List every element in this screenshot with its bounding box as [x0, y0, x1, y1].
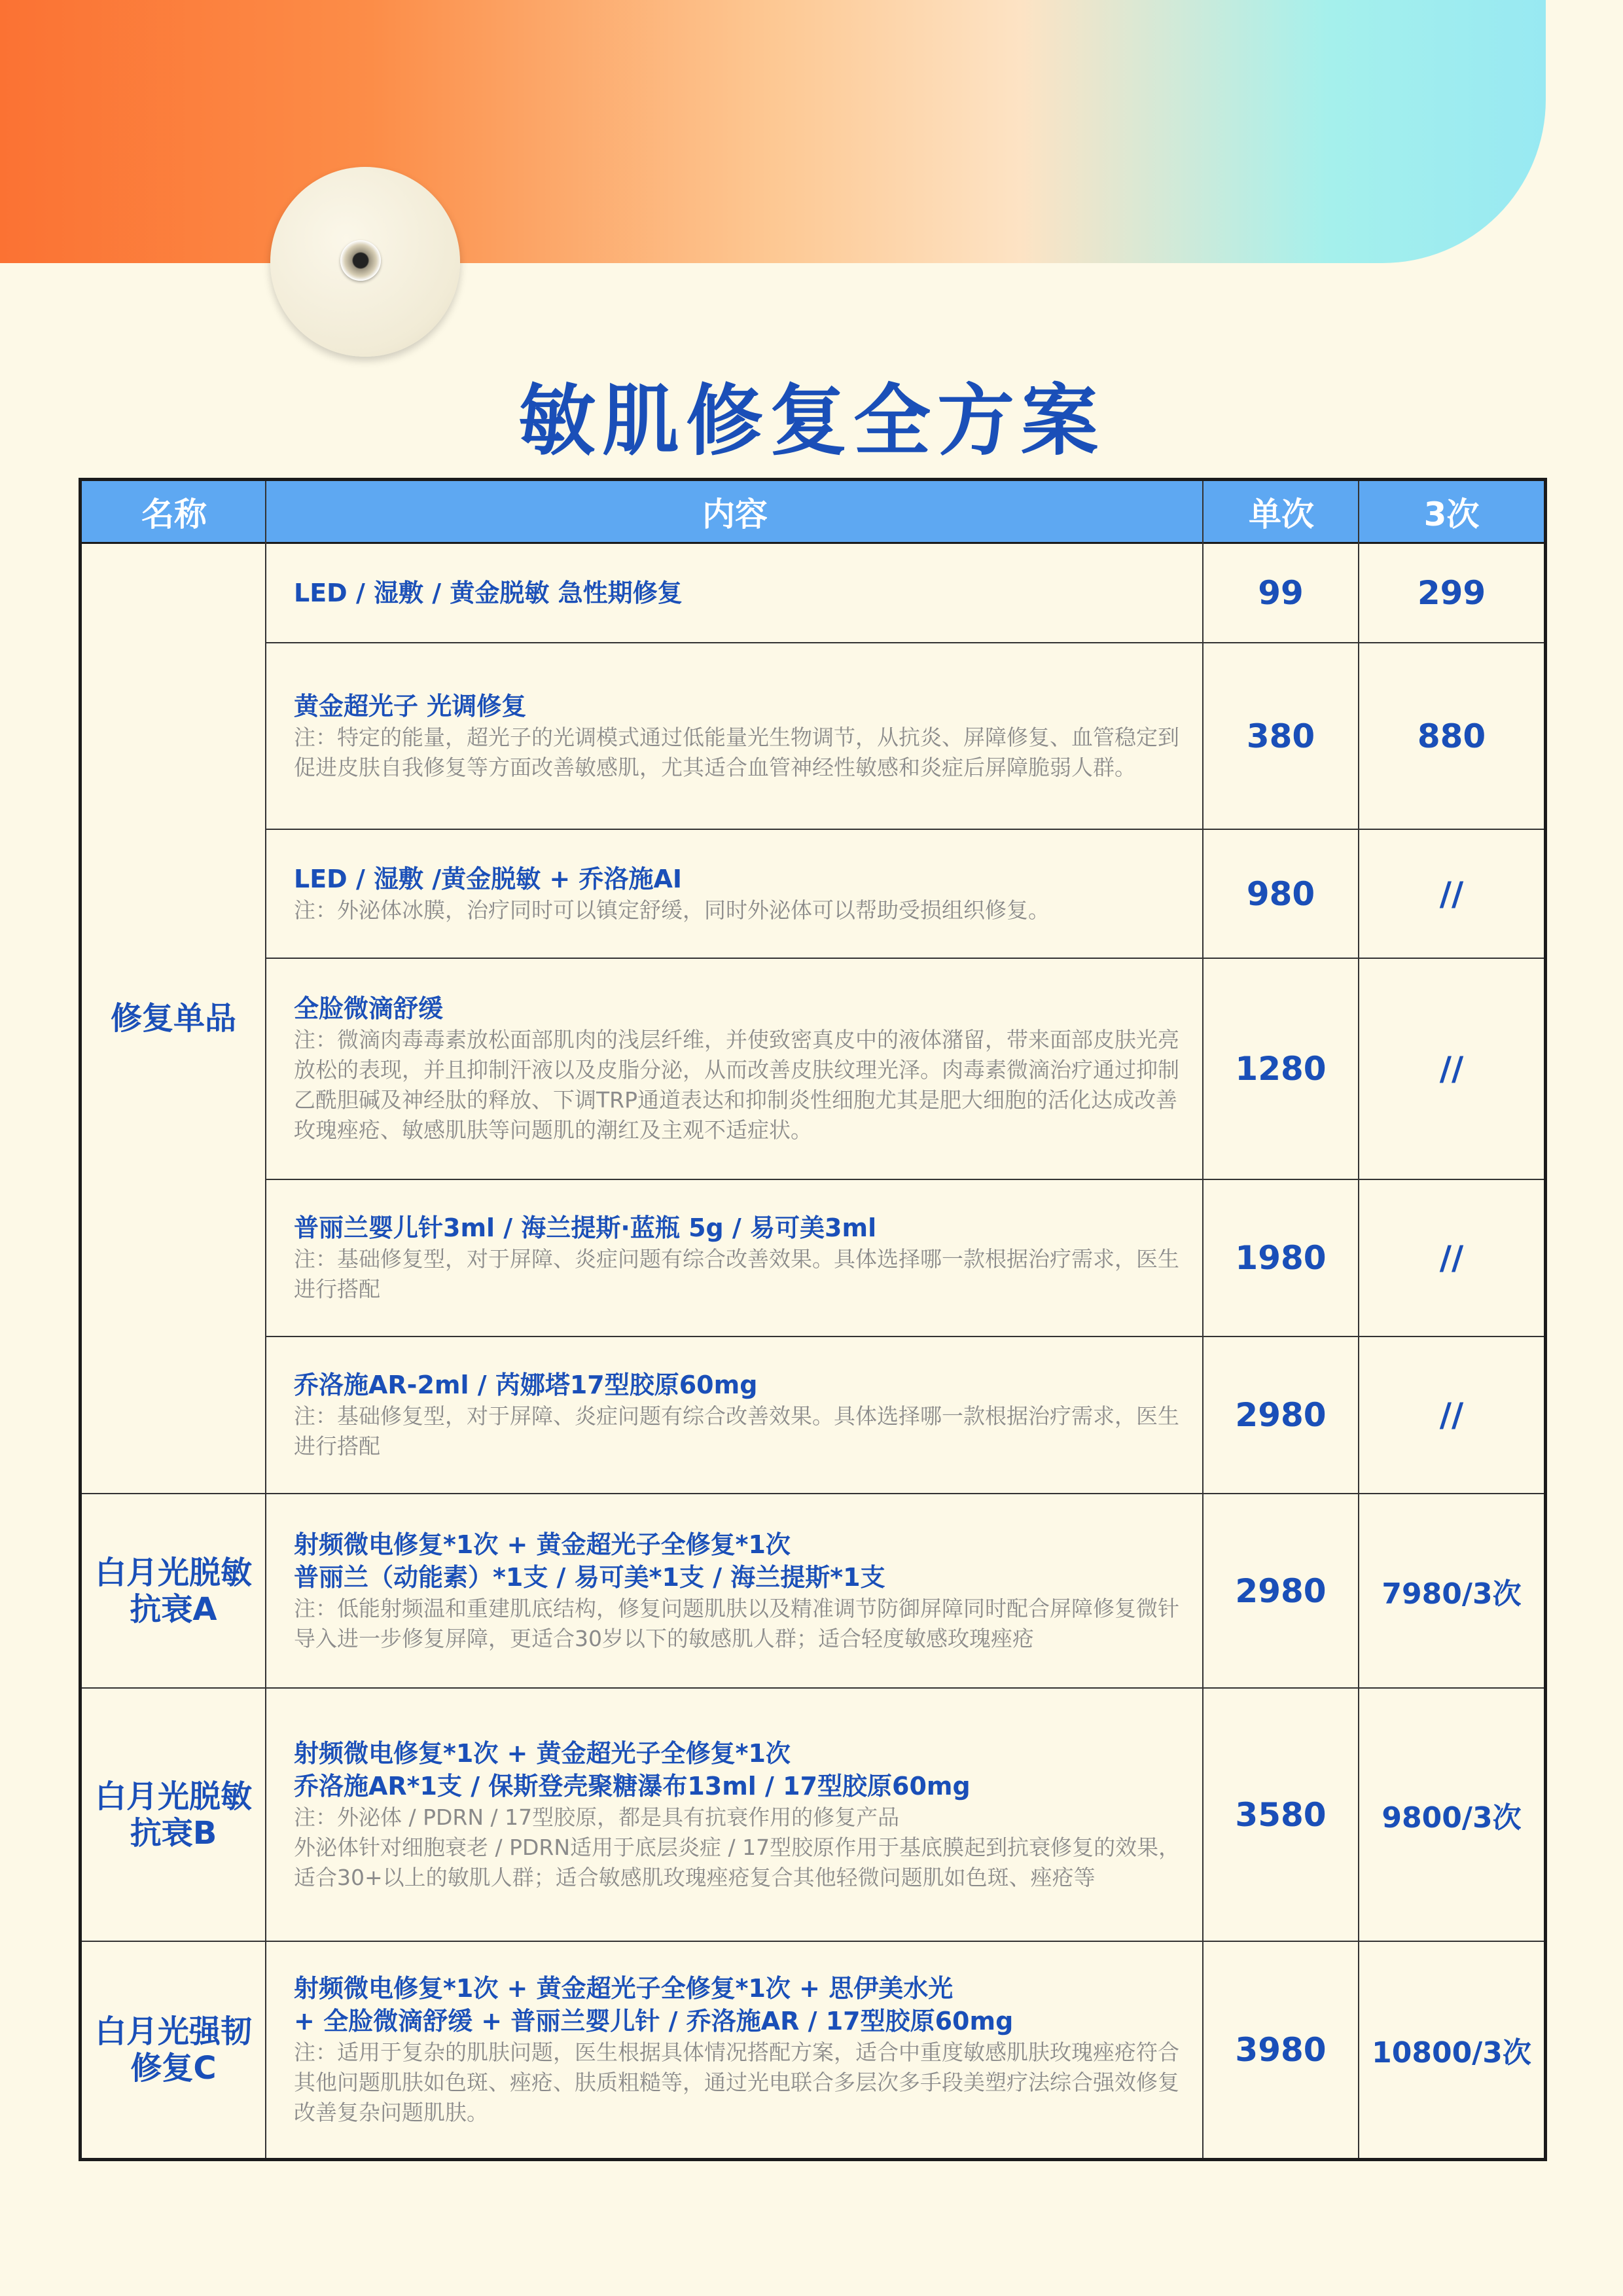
- table-row: [266, 1337, 1202, 1493]
- table-row: [266, 643, 1202, 829]
- table-row: [266, 1689, 1202, 1941]
- table-row: [266, 1942, 1202, 2158]
- item-title: LED / 湿敷 /黄金脱敏 + 乔洛施AI: [294, 864, 683, 893]
- header-single: 单次: [1204, 481, 1359, 544]
- price-triple: //: [1439, 1050, 1464, 1088]
- group-name-cell: 修复单品: [110, 1000, 236, 1037]
- item-title: 射频微电修复*1次 + 黄金超光子全修复*1次 普丽兰（动能素）*1支 / 易可美*1支 / 海兰提斯*1支: [294, 1530, 885, 1592]
- item-title: 射频微电修复*1次 + 黄金超光子全修复*1次 乔洛施AR*1支 / 保斯登壳聚糖瀑布13ml / 17型胶原60mg: [294, 1738, 971, 1801]
- group-name-cell: 白月光脱敏 抗衰A: [94, 1554, 252, 1628]
- page-title: 敏肌修复全方案: [518, 376, 1105, 466]
- item-note: 注：适用于复杂的肌肤问题，医生根据具体情况搭配方案，适合中重度敏感肌肤玫瑰痤疮符合其他问题肌肤如色斑、痤疮、肤质粗糙等，通过光电联合多层次多手段美塑疗法综合强效修复改善复杂问题肌肤。: [294, 2039, 1179, 2125]
- table-row: [266, 1180, 1202, 1336]
- item-note: 注：基础修复型，对于屏障、炎症问题有综合改善效果。具体选择哪一款根据治疗需求，医生进行搭配: [294, 1403, 1179, 1459]
- price-single: 2980: [1235, 1571, 1327, 1610]
- header-content: 内容: [266, 481, 1204, 544]
- price-triple: 7980/3次: [1382, 1577, 1522, 1611]
- item-title: LED / 湿敷 / 黄金脱敏 急性期修复: [294, 579, 683, 607]
- top-gradient-banner: [0, 0, 1546, 263]
- item-title: 乔洛施AR-2ml / 芮娜塔17型胶原60mg: [294, 1371, 758, 1399]
- price-triple: 9800/3次: [1382, 1801, 1522, 1835]
- price-single: 3980: [1235, 2031, 1327, 2069]
- price-single: 1980: [1235, 1239, 1327, 1277]
- price-triple: 880: [1417, 717, 1486, 755]
- item-title: 普丽兰婴儿针3ml / 海兰提斯·蓝瓶 5g / 易可美3ml: [294, 1213, 877, 1242]
- table-row: [266, 959, 1202, 1179]
- price-single: 380: [1246, 717, 1315, 755]
- item-note: 注：外泌体 / PDRN / 17型胶原，都是具有抗衰作用的修复产品 外泌体针对细胞衰老 / PDRN适用于底层炎症 / 17型胶原作用于基底膜起到抗衰修复的效果，适合30+以上的敏肌人群；适合敏感肌玫瑰痤疮复合其他轻微问题肌如色斑、痤疮等: [294, 1804, 1181, 1890]
- price-triple: //: [1439, 874, 1464, 913]
- header-triple: 3次: [1359, 481, 1544, 544]
- table-row: [266, 544, 1202, 642]
- group-name-cell: 白月光强韧 修复C: [94, 2013, 252, 2087]
- price-triple: //: [1439, 1396, 1464, 1434]
- item-title: 射频微电修复*1次 + 黄金超光子全修复*1次 + 思伊美水光 + 全脸微滴舒缓 + 普丽兰婴儿针 / 乔洛施AR / 17型胶原60mg: [294, 1974, 1014, 2036]
- item-note: 注：外泌体冰膜，治疗同时可以镇定舒缓，同时外泌体可以帮助受损组织修复。: [294, 897, 1050, 923]
- binder-hole-icon: [340, 240, 381, 281]
- item-note: 注：基础修复型，对于屏障、炎症问题有综合改善效果。具体选择哪一款根据治疗需求，医生进行搭配: [294, 1246, 1179, 1302]
- price-single: 1280: [1235, 1050, 1327, 1088]
- price-table: [79, 478, 1547, 2161]
- price-triple: 299: [1417, 574, 1486, 612]
- table-row: [266, 1494, 1202, 1687]
- item-note: 注：特定的能量，超光子的光调模式通过低能量光生物调节，从抗炎、屏障修复、血管稳定到促进皮肤自我修复等方面改善敏感肌，尤其适合血管神经性敏感和炎症后屏障脆弱人群。: [294, 724, 1179, 780]
- table-row: [266, 830, 1202, 958]
- price-single: 99: [1258, 574, 1304, 612]
- group-name-cell: 白月光脱敏 抗衰B: [94, 1778, 252, 1852]
- item-note: 注：低能射频温和重建肌底结构，修复问题肌肤以及精准调节防御屏障同时配合屏障修复微针导入进一步修复屏障，更适合30岁以下的敏感肌人群；适合轻度敏感玫瑰痤疮: [294, 1595, 1179, 1651]
- item-title: 黄金超光子 光调修复: [294, 691, 527, 721]
- price-single: 980: [1246, 874, 1315, 913]
- item-note: 注：微滴肉毒毒素放松面部肌肉的浅层纤维，并使致密真皮中的液体潴留，带来面部皮肤光亮放松的表现，并且抑制汗液以及皮脂分泌，从而改善皮肤纹理光泽。肉毒素微滴治疗通过抑制乙酰胆碱及神经肽的释放、下调TRP通道表达和抑制炎性细胞尤其是肥大细胞的活化达成改善玫瑰痤疮、敏感肌肤等问题肌的潮红及主观不适症状。: [294, 1027, 1179, 1143]
- price-triple: //: [1439, 1239, 1464, 1277]
- price-single: 3580: [1235, 1795, 1327, 1834]
- price-triple: 10800/3次: [1372, 2036, 1531, 2070]
- item-title: 全脸微滴舒缓: [294, 994, 444, 1023]
- price-single: 2980: [1235, 1396, 1327, 1434]
- header-name: 名称: [82, 481, 266, 544]
